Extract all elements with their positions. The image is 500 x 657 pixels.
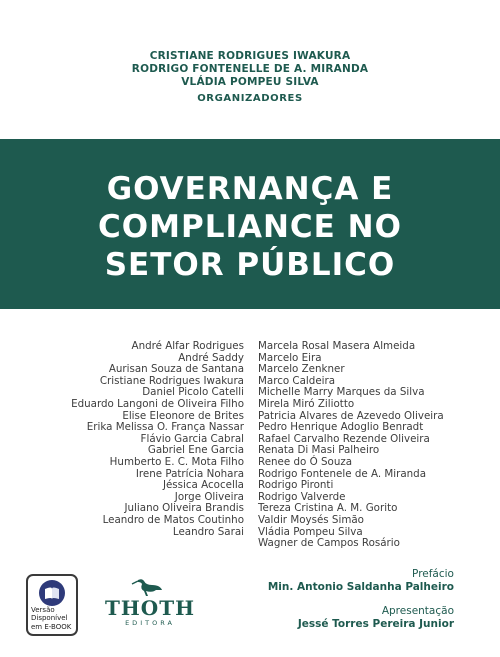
- author-name: Marcela Rosal Masera Almeida: [258, 340, 416, 352]
- top-stripe: [0, 0, 500, 12]
- author-name: Elise Eleonore de Brites: [122, 409, 244, 422]
- author-name: Rodrigo Valverde: [258, 490, 346, 503]
- author-name: Jorge Oliveira: [174, 490, 244, 503]
- publisher-name: THOTH: [105, 596, 195, 620]
- author-name: Rafael Carvalho Rezende Oliveira: [258, 432, 430, 445]
- author-name: Flávio Garcia Cabral: [140, 432, 244, 445]
- presentation-label: Apresentação: [381, 605, 454, 617]
- author-name: Rodrigo Fontenele de A. Miranda: [258, 467, 427, 480]
- presentation-author: Jessé Torres Pereira Junior: [297, 618, 454, 630]
- ebook-icon: [39, 580, 65, 606]
- author-name: Eduardo Langoni de Oliveira Filho: [71, 397, 244, 410]
- organizer-name: RODRIGO FONTENELLE DE A. MIRANDA: [131, 63, 369, 75]
- title-line: COMPLIANCE NO: [98, 209, 402, 245]
- author-name: Marco Caldeira: [258, 374, 336, 387]
- organizer-name: CRISTIANE RODRIGUES IWAKURA: [149, 50, 351, 62]
- book-title: [0, 170, 500, 284]
- preface-author: Min. Antonio Saldanha Palheiro: [267, 581, 454, 593]
- author-name: Vládia Pompeu Silva: [258, 525, 363, 538]
- author-name: Rodrigo Pironti: [258, 479, 334, 492]
- authors-list-left: [71, 341, 244, 538]
- ebook-text: Versão Disponível em E-BOOK: [31, 606, 72, 631]
- author-name: Leandro de Matos Coutinho: [102, 513, 244, 526]
- author-name: Michelle Marry Marques da Silva: [258, 386, 425, 399]
- author-name: Daniel Picolo Catelli: [142, 386, 244, 399]
- organizers-block: [0, 50, 500, 107]
- organizer-name: VLÁDIA POMPEU SILVA: [181, 76, 319, 88]
- author-name: Gabriel Ene Garcia: [147, 444, 244, 457]
- publisher-logo: [100, 577, 200, 629]
- author-name: Juliano Oliveira Brandis: [124, 502, 244, 515]
- author-name: André Alfar Rodrigues: [131, 340, 244, 352]
- author-name: Renata Di Masi Palheiro: [258, 444, 380, 457]
- author-name: André Saddy: [178, 351, 244, 364]
- author-name: Erika Melissa O. França Nassar: [86, 421, 244, 434]
- author-name: Tereza Cristina A. M. Gorito: [258, 502, 398, 515]
- author-name: Mirela Miró Ziliotto: [258, 397, 355, 410]
- credits-block: [268, 568, 454, 631]
- ibis-icon: [130, 577, 170, 597]
- author-name: Cristiane Rodrigues Iwakura: [99, 374, 244, 387]
- author-name: Aurisan Souza de Santana: [108, 363, 244, 376]
- organizers-label: ORGANIZADORES: [197, 93, 303, 104]
- author-name: Patricia Alvares de Azevedo Oliveira: [258, 409, 444, 422]
- title-line: GOVERNANÇA E: [106, 171, 394, 207]
- author-name: Jéssica Acocella: [162, 479, 244, 492]
- author-name: Valdir Moysés Simão: [258, 513, 364, 526]
- author-name: Leandro Sarai: [172, 525, 244, 538]
- author-name: Marcelo Zenkner: [258, 363, 345, 376]
- author-name: Renee do Ó Souza: [258, 455, 353, 468]
- author-name: Wagner de Campos Rosário: [258, 537, 400, 550]
- authors-list-right: [258, 341, 444, 550]
- author-name: Pedro Henrique Adoglio Benradt: [258, 421, 424, 434]
- author-name: Humberto E. C. Mota Filho: [109, 455, 244, 468]
- author-name: Irene Patrícia Nohara: [135, 467, 244, 480]
- author-name: Marcelo Eira: [258, 351, 322, 364]
- title-line: SETOR PÚBLICO: [104, 247, 396, 283]
- preface-label: Prefácio: [412, 568, 454, 580]
- publisher-subtitle: EDITORA: [125, 619, 175, 627]
- ebook-badge: [26, 574, 78, 636]
